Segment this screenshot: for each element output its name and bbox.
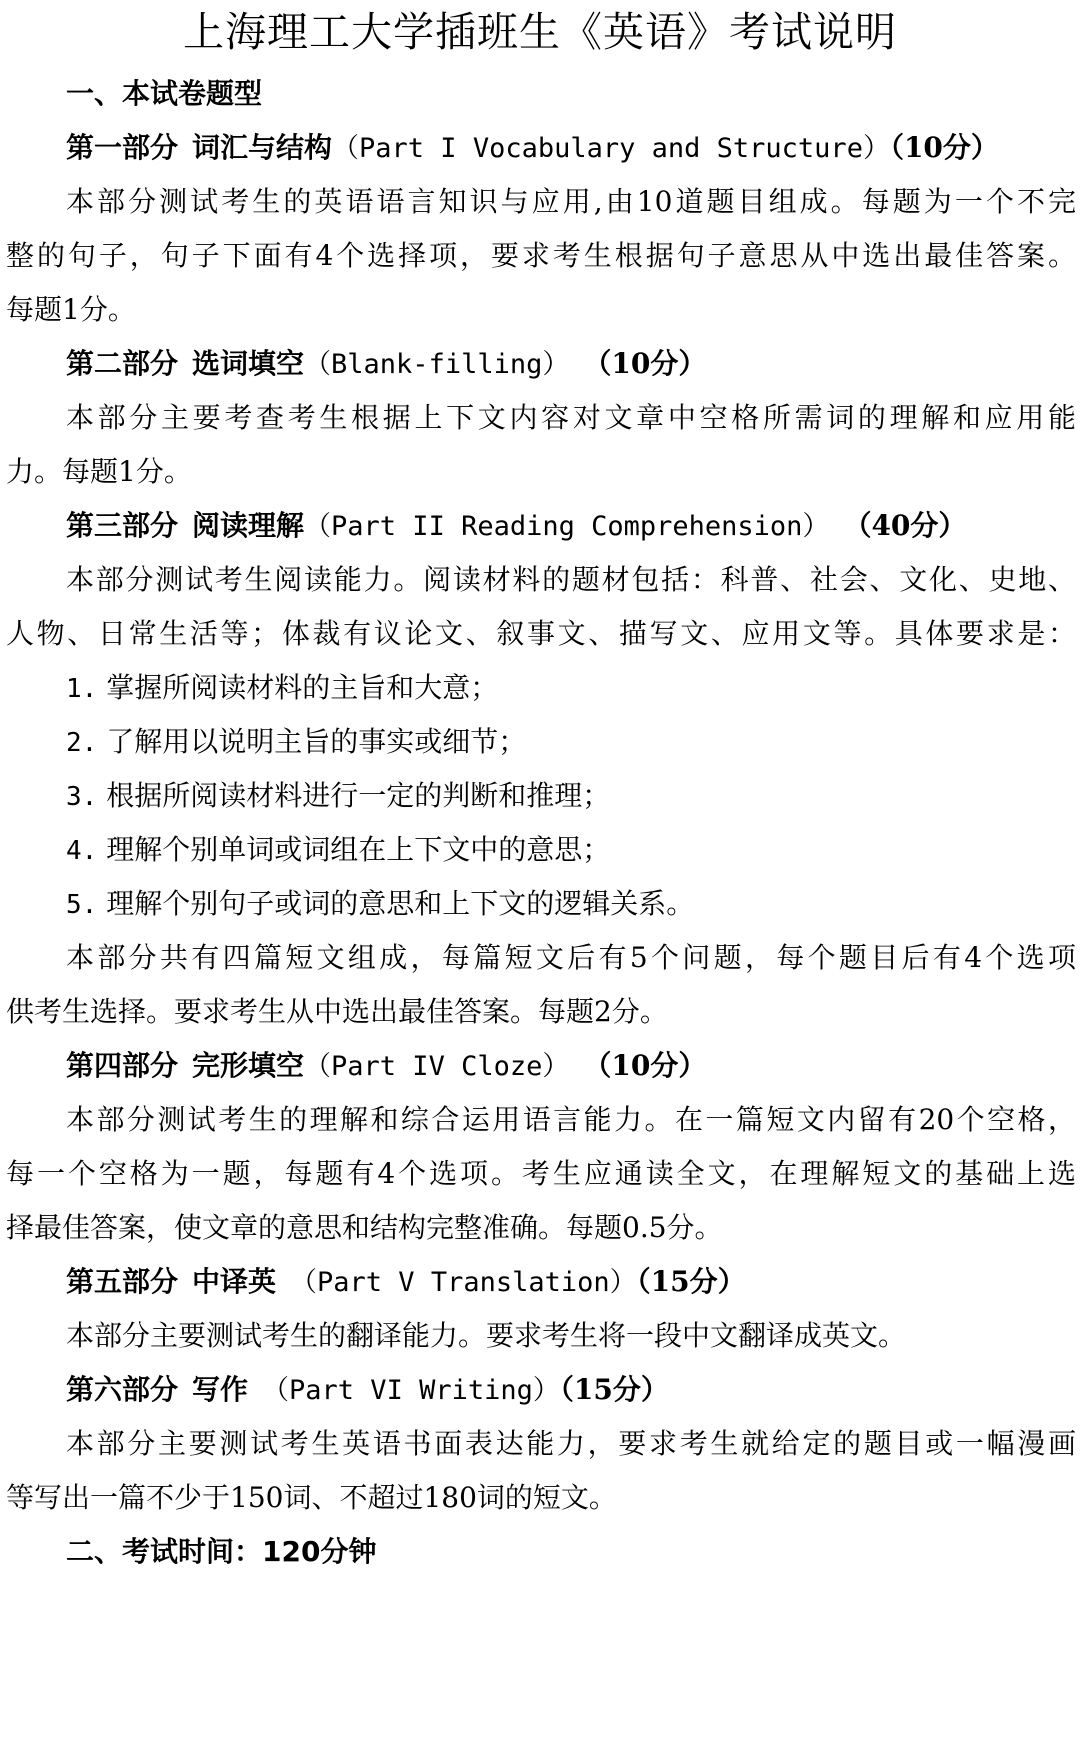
part-5-score: （15分）	[636, 1265, 746, 1298]
part-3-heading	[66, 496, 1076, 556]
requirement-number: 4.	[66, 836, 98, 866]
part-1-name: 词汇与结构	[192, 131, 333, 164]
requirement-number: 3.	[66, 782, 98, 812]
part-3-after-line: 本部分共有四篇短文组成，每篇短文后有5个问题，每个题目后有4个选项	[66, 941, 1076, 974]
part-1-english: （Part I Vocabulary and Structure）	[332, 133, 890, 164]
part-1-desc-line: 整的句子，句子下面有4个选择项，要求考生根据句子意思从中选出最佳答案。	[6, 239, 1076, 272]
requirement-text: 了解用以说明主旨的事实或细节；	[106, 725, 527, 758]
part-2-name: 选词填空	[192, 347, 305, 380]
part-6-heading	[66, 1360, 1076, 1420]
document-title: 上海理工大学插班生《英语》考试说明	[183, 8, 897, 56]
part-2-desc-line: 本部分主要考查考生根据上下文内容对文章中空格所需词的理解和应用能	[66, 401, 1076, 434]
part-4-name: 完形填空	[192, 1049, 305, 1082]
requirement-number: 1.	[66, 674, 98, 704]
part-1-desc-line: 本部分测试考生的英语语言知识与应用,由10道题目组成。每题为一个不完	[66, 185, 1076, 218]
part-5-label: 第五部分	[66, 1265, 179, 1298]
part-1-score: （10分）	[889, 131, 999, 164]
part-3-score: （40分）	[843, 509, 967, 542]
requirement-text: 理解个别句子或词的意思和上下文的逻辑关系。	[106, 887, 695, 920]
part-4-heading	[66, 1036, 1076, 1096]
requirement-text: 掌握所阅读材料的主旨和大意；	[106, 671, 499, 704]
part-3-requirement-item	[66, 658, 1076, 718]
part-4-score: （10分）	[583, 1049, 707, 1082]
part-4-desc-line: 每一个空格为一题，每题有4个选项。考生应通读全文，在理解短文的基础上选	[6, 1157, 1076, 1190]
part-5-heading	[66, 1252, 1076, 1312]
part-3-desc-line: 人物、日常生活等；体裁有议论文、叙事文、描写文、应用文等。具体要求是：	[6, 617, 1076, 650]
part-2-desc-line: 力。每题1分。	[6, 455, 192, 488]
part-6-desc-line: 本部分主要测试考生英语书面表达能力，要求考生就给定的题目或一幅漫画	[66, 1427, 1076, 1460]
part-6-score: （15分）	[559, 1373, 669, 1406]
part-5-english: （Part V Translation）	[290, 1267, 637, 1298]
part-3-requirement-item	[66, 712, 1076, 772]
part-3-english: （Part II Reading Comprehension）	[304, 511, 830, 542]
part-3-requirement-item	[66, 874, 1076, 934]
part-6-desc-line: 等写出一篇不少于150词、不超过180词的短文。	[6, 1481, 617, 1514]
part-2-heading	[66, 334, 1076, 394]
part-3-after-line: 供考生选择。要求考生从中选出最佳答案。每题2分。	[6, 995, 668, 1028]
part-3-requirement-item	[66, 820, 1076, 880]
part-3-desc-line: 本部分测试考生阅读能力。阅读材料的题材包括：科普、社会、文化、史地、	[66, 563, 1076, 596]
part-6-english: （Part VI Writing）	[262, 1375, 560, 1406]
section-heading-question-types: 一、本试卷题型	[66, 77, 263, 110]
part-4-desc-line: 择最佳答案，使文章的意思和结构完整准确。每题0.5分。	[6, 1211, 723, 1244]
part-2-label: 第二部分	[66, 347, 179, 380]
part-5-name: 中译英	[192, 1265, 277, 1298]
part-1-heading	[66, 118, 1076, 178]
section-heading-exam-time: 二、考试时间：120分钟	[66, 1535, 377, 1568]
part-2-english: （Blank-filling）	[304, 349, 570, 380]
requirement-number: 5.	[66, 890, 98, 920]
part-4-label: 第四部分	[66, 1049, 179, 1082]
part-5-desc-line: 本部分主要测试考生的翻译能力。要求考生将一段中文翻译成英文。	[66, 1319, 907, 1352]
requirement-text: 理解个别单词或词组在上下文中的意思；	[106, 833, 611, 866]
part-3-requirement-item	[66, 766, 1076, 826]
requirement-text: 根据所阅读材料进行一定的判断和推理；	[106, 779, 611, 812]
part-1-label: 第一部分	[66, 131, 179, 164]
part-3-name: 阅读理解	[192, 509, 305, 542]
requirement-number: 2.	[66, 728, 98, 758]
part-2-score: （10分）	[583, 347, 707, 380]
part-4-english: （Part IV Cloze）	[304, 1051, 570, 1082]
part-4-desc-line: 本部分测试考生的理解和综合运用语言能力。在一篇短文内留有20个空格，	[66, 1103, 1076, 1136]
part-6-label: 第六部分	[66, 1373, 179, 1406]
part-6-name: 写作	[192, 1373, 249, 1406]
part-1-desc-line: 每题1分。	[6, 293, 136, 326]
part-3-label: 第三部分	[66, 509, 179, 542]
